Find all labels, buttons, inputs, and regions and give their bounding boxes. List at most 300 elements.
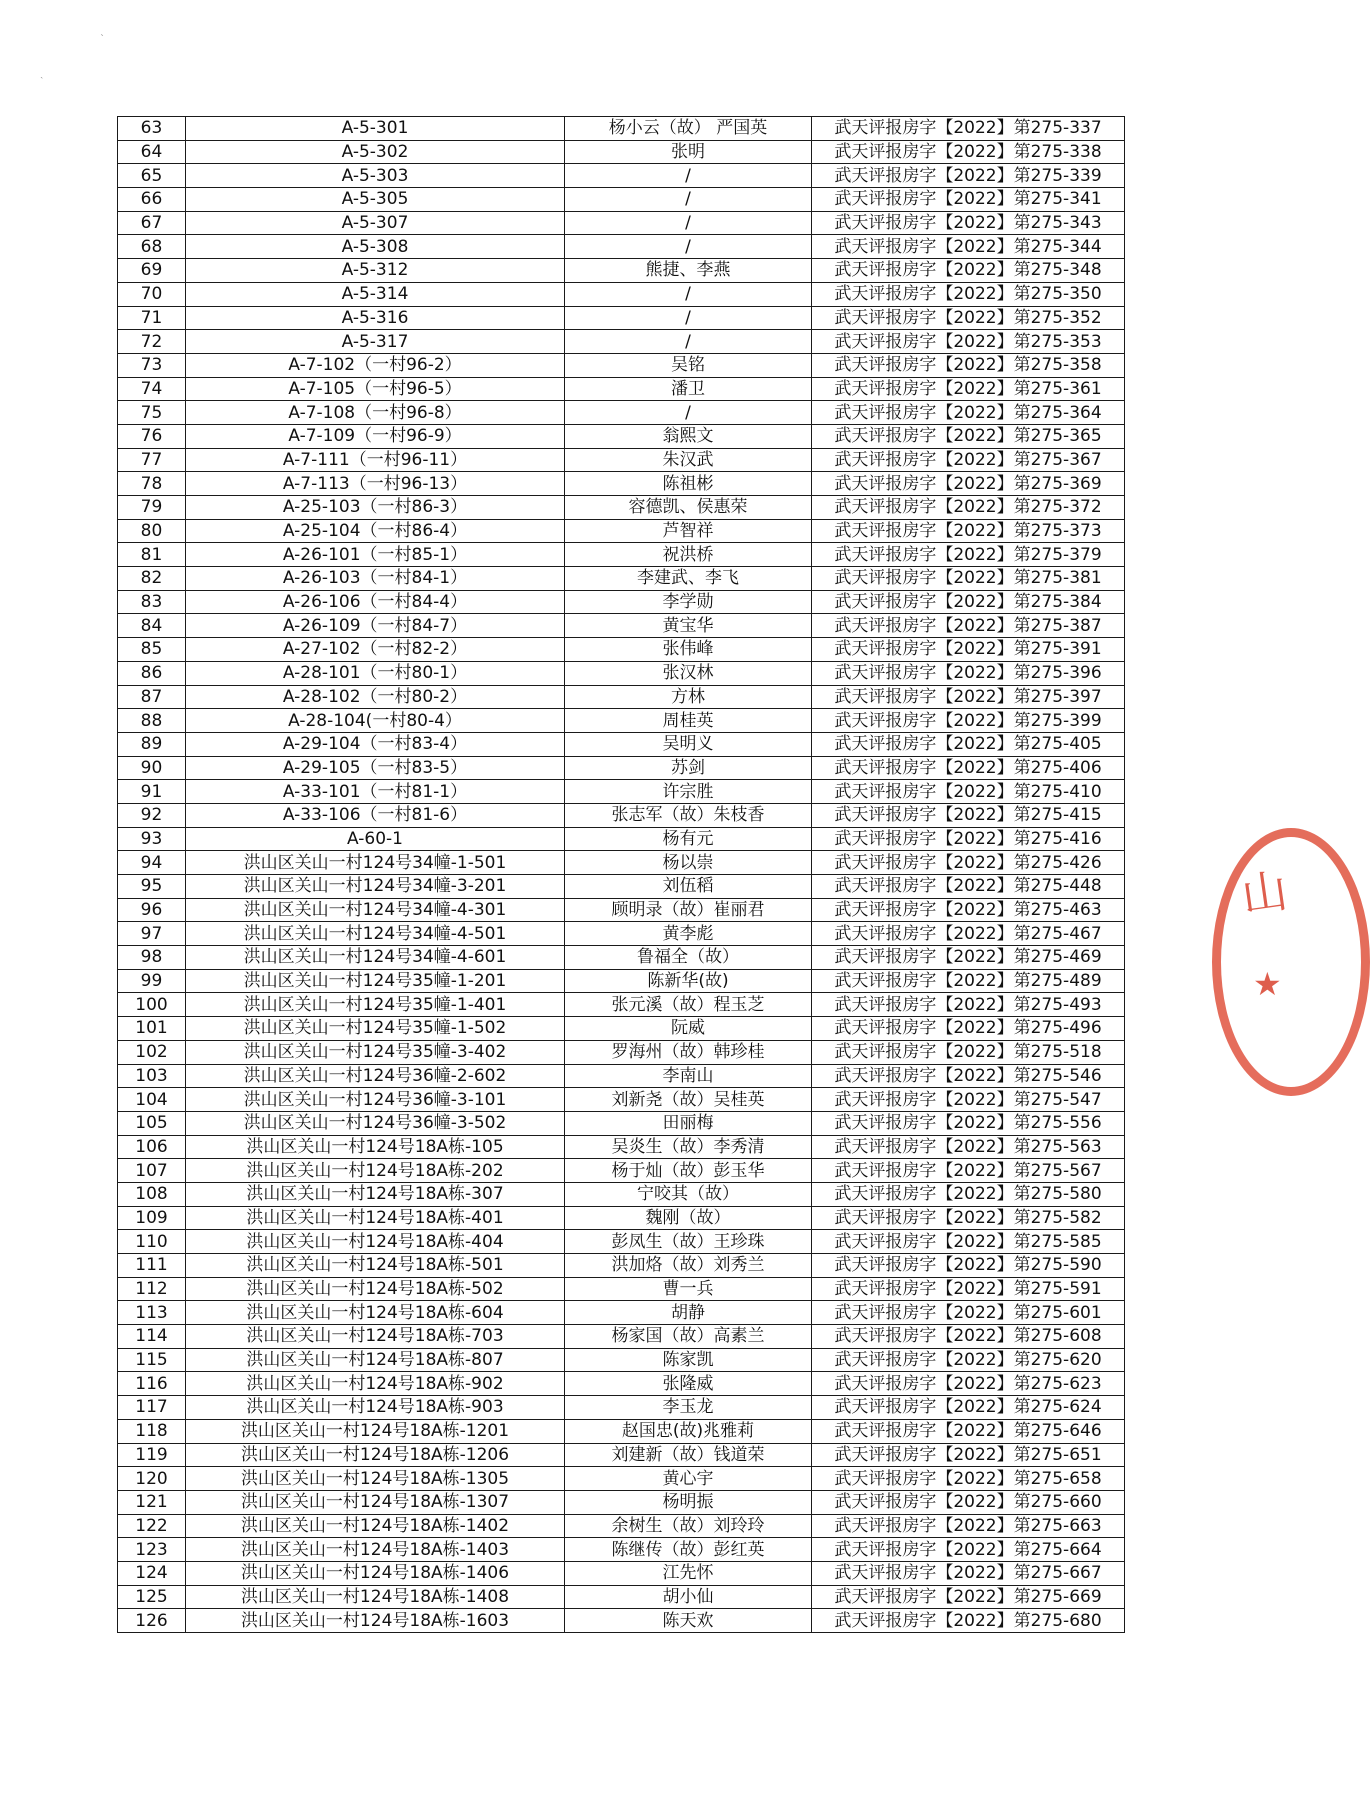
- property-address-cell: A-26-101（一村85-1）: [186, 543, 565, 567]
- report-number-cell: 武天评报房字【2022】第275-467: [812, 922, 1125, 946]
- valuation-record-table: [117, 116, 1125, 1633]
- report-number-cell: 武天评报房字【2022】第275-339: [812, 164, 1125, 188]
- owner-name-cell: 顾明录（故）崔丽君: [565, 898, 812, 922]
- table-row: [118, 1325, 1125, 1349]
- row-number-cell: 91: [118, 780, 186, 804]
- report-number-cell: 武天评报房字【2022】第275-372: [812, 496, 1125, 520]
- table-row: [118, 685, 1125, 709]
- property-address-cell: A-29-104（一村83-4）: [186, 732, 565, 756]
- row-number-cell: 84: [118, 614, 186, 638]
- table-row: [118, 1277, 1125, 1301]
- report-number-cell: 武天评报房字【2022】第275-590: [812, 1254, 1125, 1278]
- row-number-cell: 79: [118, 496, 186, 520]
- table-row: [118, 1254, 1125, 1278]
- report-number-cell: 武天评报房字【2022】第275-667: [812, 1561, 1125, 1585]
- table-row: [118, 1159, 1125, 1183]
- owner-name-cell: 张志军（故）朱枝香: [565, 803, 812, 827]
- report-number-cell: 武天评报房字【2022】第275-448: [812, 875, 1125, 899]
- owner-name-cell: 祝洪桥: [565, 543, 812, 567]
- table-row: [118, 1111, 1125, 1135]
- row-number-cell: 100: [118, 993, 186, 1017]
- official-seal-stamp: [1212, 828, 1370, 1096]
- property-address-cell: A-7-113（一村96-13）: [186, 472, 565, 496]
- table-row: [118, 1561, 1125, 1585]
- report-number-cell: 武天评报房字【2022】第275-680: [812, 1609, 1125, 1633]
- row-number-cell: 88: [118, 709, 186, 733]
- report-number-cell: 武天评报房字【2022】第275-405: [812, 732, 1125, 756]
- row-number-cell: 116: [118, 1372, 186, 1396]
- report-number-cell: 武天评报房字【2022】第275-369: [812, 472, 1125, 496]
- owner-name-cell: 黄宝华: [565, 614, 812, 638]
- table-row: [118, 377, 1125, 401]
- owner-name-cell: /: [565, 401, 812, 425]
- report-number-cell: 武天评报房字【2022】第275-415: [812, 803, 1125, 827]
- row-number-cell: 113: [118, 1301, 186, 1325]
- row-number-cell: 104: [118, 1088, 186, 1112]
- property-address-cell: 洪山区关山一村124号34幢-4-301: [186, 898, 565, 922]
- owner-name-cell: 吴铭: [565, 353, 812, 377]
- owner-name-cell: 陈家凯: [565, 1348, 812, 1372]
- row-number-cell: 72: [118, 330, 186, 354]
- table-row: [118, 1372, 1125, 1396]
- table-row: [118, 969, 1125, 993]
- report-number-cell: 武天评报房字【2022】第275-373: [812, 519, 1125, 543]
- property-address-cell: 洪山区关山一村124号18A栋-1403: [186, 1538, 565, 1562]
- report-number-cell: 武天评报房字【2022】第275-496: [812, 1017, 1125, 1041]
- property-address-cell: 洪山区关山一村124号18A栋-1603: [186, 1609, 565, 1633]
- property-address-cell: 洪山区关山一村124号18A栋-202: [186, 1159, 565, 1183]
- owner-name-cell: 曹一兵: [565, 1277, 812, 1301]
- owner-name-cell: 刘建新（故）钱道荣: [565, 1443, 812, 1467]
- property-address-cell: A-5-312: [186, 259, 565, 283]
- owner-name-cell: 李南山: [565, 1064, 812, 1088]
- table-row: [118, 235, 1125, 259]
- row-number-cell: 126: [118, 1609, 186, 1633]
- row-number-cell: 77: [118, 448, 186, 472]
- property-address-cell: A-28-102（一村80-2）: [186, 685, 565, 709]
- owner-name-cell: 陈继传（故）彭红英: [565, 1538, 812, 1562]
- owner-name-cell: 阮威: [565, 1017, 812, 1041]
- report-number-cell: 武天评报房字【2022】第275-669: [812, 1585, 1125, 1609]
- property-address-cell: A-26-106（一村84-4）: [186, 590, 565, 614]
- owner-name-cell: 李建武、李飞: [565, 567, 812, 591]
- table-row: [118, 1348, 1125, 1372]
- report-number-cell: 武天评报房字【2022】第275-624: [812, 1396, 1125, 1420]
- table-row: [118, 1538, 1125, 1562]
- row-number-cell: 102: [118, 1040, 186, 1064]
- property-address-cell: A-5-317: [186, 330, 565, 354]
- report-number-cell: 武天评报房字【2022】第275-582: [812, 1206, 1125, 1230]
- table-row: [118, 282, 1125, 306]
- row-number-cell: 78: [118, 472, 186, 496]
- report-number-cell: 武天评报房字【2022】第275-338: [812, 140, 1125, 164]
- row-number-cell: 124: [118, 1561, 186, 1585]
- table-row: [118, 1490, 1125, 1514]
- row-number-cell: 66: [118, 188, 186, 212]
- owner-name-cell: 杨小云（故） 严国英: [565, 117, 812, 141]
- property-address-cell: 洪山区关山一村124号35幢-1-201: [186, 969, 565, 993]
- row-number-cell: 63: [118, 117, 186, 141]
- row-number-cell: 67: [118, 211, 186, 235]
- row-number-cell: 114: [118, 1325, 186, 1349]
- row-number-cell: 73: [118, 353, 186, 377]
- table-row: [118, 1230, 1125, 1254]
- property-address-cell: A-25-104（一村86-4）: [186, 519, 565, 543]
- table-row: [118, 117, 1125, 141]
- owner-name-cell: 杨家国（故）高素兰: [565, 1325, 812, 1349]
- owner-name-cell: 容德凯、侯惠荣: [565, 496, 812, 520]
- table-row: [118, 827, 1125, 851]
- table-row: [118, 993, 1125, 1017]
- report-number-cell: 武天评报房字【2022】第275-620: [812, 1348, 1125, 1372]
- row-number-cell: 70: [118, 282, 186, 306]
- property-address-cell: 洪山区关山一村124号18A栋-703: [186, 1325, 565, 1349]
- table-row: [118, 732, 1125, 756]
- table-row: [118, 401, 1125, 425]
- row-number-cell: 90: [118, 756, 186, 780]
- row-number-cell: 101: [118, 1017, 186, 1041]
- property-address-cell: 洪山区关山一村124号18A栋-307: [186, 1182, 565, 1206]
- row-number-cell: 108: [118, 1182, 186, 1206]
- property-address-cell: A-7-102（一村96-2）: [186, 353, 565, 377]
- table-row: [118, 448, 1125, 472]
- owner-name-cell: /: [565, 235, 812, 259]
- table-row: [118, 1040, 1125, 1064]
- row-number-cell: 107: [118, 1159, 186, 1183]
- table-row: [118, 1419, 1125, 1443]
- property-address-cell: A-7-109（一村96-9）: [186, 424, 565, 448]
- table-row: [118, 1396, 1125, 1420]
- property-address-cell: 洪山区关山一村124号35幢-1-502: [186, 1017, 565, 1041]
- property-address-cell: 洪山区关山一村124号18A栋-903: [186, 1396, 565, 1420]
- owner-name-cell: 黄心宇: [565, 1467, 812, 1491]
- seal-character: 山: [1237, 863, 1291, 923]
- row-number-cell: 111: [118, 1254, 186, 1278]
- report-number-cell: 武天评报房字【2022】第275-518: [812, 1040, 1125, 1064]
- report-number-cell: 武天评报房字【2022】第275-397: [812, 685, 1125, 709]
- owner-name-cell: 吴炎生（故）李秀清: [565, 1135, 812, 1159]
- report-number-cell: 武天评报房字【2022】第275-406: [812, 756, 1125, 780]
- report-number-cell: 武天评报房字【2022】第275-563: [812, 1135, 1125, 1159]
- table-row: [118, 353, 1125, 377]
- property-address-cell: 洪山区关山一村124号18A栋-1201: [186, 1419, 565, 1443]
- report-number-cell: 武天评报房字【2022】第275-361: [812, 377, 1125, 401]
- report-number-cell: 武天评报房字【2022】第275-463: [812, 898, 1125, 922]
- row-number-cell: 82: [118, 567, 186, 591]
- table-row: [118, 709, 1125, 733]
- report-number-cell: 武天评报房字【2022】第275-341: [812, 188, 1125, 212]
- table-row: [118, 875, 1125, 899]
- owner-name-cell: 潘卫: [565, 377, 812, 401]
- table-row: [118, 543, 1125, 567]
- owner-name-cell: /: [565, 164, 812, 188]
- row-number-cell: 75: [118, 401, 186, 425]
- owner-name-cell: 杨有元: [565, 827, 812, 851]
- report-number-cell: 武天评报房字【2022】第275-591: [812, 1277, 1125, 1301]
- owner-name-cell: 张汉林: [565, 661, 812, 685]
- property-address-cell: 洪山区关山一村124号18A栋-1406: [186, 1561, 565, 1585]
- property-address-cell: A-5-305: [186, 188, 565, 212]
- report-number-cell: 武天评报房字【2022】第275-623: [812, 1372, 1125, 1396]
- property-address-cell: 洪山区关山一村124号34幢-3-201: [186, 875, 565, 899]
- report-number-cell: 武天评报房字【2022】第275-601: [812, 1301, 1125, 1325]
- table-row: [118, 590, 1125, 614]
- row-number-cell: 86: [118, 661, 186, 685]
- report-number-cell: 武天评报房字【2022】第275-367: [812, 448, 1125, 472]
- property-address-cell: 洪山区关山一村124号18A栋-604: [186, 1301, 565, 1325]
- property-address-cell: 洪山区关山一村124号35幢-3-402: [186, 1040, 565, 1064]
- table-body: [118, 117, 1125, 1633]
- report-number-cell: 武天评报房字【2022】第275-469: [812, 946, 1125, 970]
- owner-name-cell: 杨于灿（故）彭玉华: [565, 1159, 812, 1183]
- owner-name-cell: 赵国忠(故)兆雅莉: [565, 1419, 812, 1443]
- table-row: [118, 614, 1125, 638]
- row-number-cell: 98: [118, 946, 186, 970]
- owner-name-cell: 熊捷、李燕: [565, 259, 812, 283]
- property-address-cell: 洪山区关山一村124号18A栋-105: [186, 1135, 565, 1159]
- report-number-cell: 武天评报房字【2022】第275-352: [812, 306, 1125, 330]
- property-address-cell: 洪山区关山一村124号18A栋-501: [186, 1254, 565, 1278]
- owner-name-cell: 周桂英: [565, 709, 812, 733]
- report-number-cell: 武天评报房字【2022】第275-358: [812, 353, 1125, 377]
- owner-name-cell: 刘新尧（故）吴桂英: [565, 1088, 812, 1112]
- owner-name-cell: 江先怀: [565, 1561, 812, 1585]
- owner-name-cell: 李玉龙: [565, 1396, 812, 1420]
- row-number-cell: 117: [118, 1396, 186, 1420]
- report-number-cell: 武天评报房字【2022】第275-580: [812, 1182, 1125, 1206]
- owner-name-cell: 方林: [565, 685, 812, 709]
- row-number-cell: 119: [118, 1443, 186, 1467]
- table-row: [118, 780, 1125, 804]
- property-address-cell: A-28-104(一村80-4）: [186, 709, 565, 733]
- row-number-cell: 115: [118, 1348, 186, 1372]
- owner-name-cell: 彭凤生（故）王珍珠: [565, 1230, 812, 1254]
- table-row: [118, 306, 1125, 330]
- property-address-cell: A-26-109（一村84-7）: [186, 614, 565, 638]
- row-number-cell: 81: [118, 543, 186, 567]
- property-address-cell: A-29-105（一村83-5）: [186, 756, 565, 780]
- property-address-cell: 洪山区关山一村124号18A栋-404: [186, 1230, 565, 1254]
- property-address-cell: 洪山区关山一村124号34幢-4-601: [186, 946, 565, 970]
- row-number-cell: 125: [118, 1585, 186, 1609]
- row-number-cell: 76: [118, 424, 186, 448]
- property-address-cell: A-27-102（一村82-2）: [186, 638, 565, 662]
- owner-name-cell: 陈天欢: [565, 1609, 812, 1633]
- property-address-cell: 洪山区关山一村124号18A栋-1307: [186, 1490, 565, 1514]
- owner-name-cell: 胡静: [565, 1301, 812, 1325]
- row-number-cell: 118: [118, 1419, 186, 1443]
- property-address-cell: A-7-105（一村96-5）: [186, 377, 565, 401]
- property-address-cell: 洪山区关山一村124号18A栋-1305: [186, 1467, 565, 1491]
- report-number-cell: 武天评报房字【2022】第275-364: [812, 401, 1125, 425]
- row-number-cell: 94: [118, 851, 186, 875]
- owner-name-cell: 李学勋: [565, 590, 812, 614]
- table-row: [118, 898, 1125, 922]
- table-row: [118, 1064, 1125, 1088]
- report-number-cell: 武天评报房字【2022】第275-337: [812, 117, 1125, 141]
- report-number-cell: 武天评报房字【2022】第275-387: [812, 614, 1125, 638]
- report-number-cell: 武天评报房字【2022】第275-660: [812, 1490, 1125, 1514]
- table-row: [118, 1182, 1125, 1206]
- row-number-cell: 112: [118, 1277, 186, 1301]
- owner-name-cell: 张明: [565, 140, 812, 164]
- report-number-cell: 武天评报房字【2022】第275-658: [812, 1467, 1125, 1491]
- owner-name-cell: 洪加烙（故）刘秀兰: [565, 1254, 812, 1278]
- report-number-cell: 武天评报房字【2022】第275-416: [812, 827, 1125, 851]
- row-number-cell: 83: [118, 590, 186, 614]
- report-number-cell: 武天评报房字【2022】第275-663: [812, 1514, 1125, 1538]
- table-row: [118, 946, 1125, 970]
- property-address-cell: 洪山区关山一村124号18A栋-1402: [186, 1514, 565, 1538]
- property-address-cell: 洪山区关山一村124号36幢-3-502: [186, 1111, 565, 1135]
- report-number-cell: 武天评报房字【2022】第275-396: [812, 661, 1125, 685]
- report-number-cell: 武天评报房字【2022】第275-353: [812, 330, 1125, 354]
- property-address-cell: 洪山区关山一村124号18A栋-502: [186, 1277, 565, 1301]
- report-number-cell: 武天评报房字【2022】第275-381: [812, 567, 1125, 591]
- table-row: [118, 803, 1125, 827]
- owner-name-cell: 芦智祥: [565, 519, 812, 543]
- property-address-cell: A-33-106（一村81-6）: [186, 803, 565, 827]
- report-number-cell: 武天评报房字【2022】第275-399: [812, 709, 1125, 733]
- report-number-cell: 武天评报房字【2022】第275-664: [812, 1538, 1125, 1562]
- table-row: [118, 1443, 1125, 1467]
- report-number-cell: 武天评报房字【2022】第275-343: [812, 211, 1125, 235]
- property-address-cell: 洪山区关山一村124号18A栋-902: [186, 1372, 565, 1396]
- report-number-cell: 武天评报房字【2022】第275-348: [812, 259, 1125, 283]
- report-number-cell: 武天评报房字【2022】第275-646: [812, 1419, 1125, 1443]
- table-row: [118, 851, 1125, 875]
- row-number-cell: 120: [118, 1467, 186, 1491]
- report-number-cell: 武天评报房字【2022】第275-651: [812, 1443, 1125, 1467]
- property-address-cell: 洪山区关山一村124号18A栋-1206: [186, 1443, 565, 1467]
- row-number-cell: 96: [118, 898, 186, 922]
- property-address-cell: A-60-1: [186, 827, 565, 851]
- owner-name-cell: 陈新华(故): [565, 969, 812, 993]
- row-number-cell: 87: [118, 685, 186, 709]
- property-address-cell: 洪山区关山一村124号36幢-2-602: [186, 1064, 565, 1088]
- property-address-cell: A-5-314: [186, 282, 565, 306]
- owner-name-cell: 胡小仙: [565, 1585, 812, 1609]
- owner-name-cell: 魏刚（故）: [565, 1206, 812, 1230]
- property-address-cell: A-5-316: [186, 306, 565, 330]
- row-number-cell: 80: [118, 519, 186, 543]
- property-address-cell: A-25-103（一村86-3）: [186, 496, 565, 520]
- table-row: [118, 638, 1125, 662]
- owner-name-cell: 吴明义: [565, 732, 812, 756]
- table-row: [118, 922, 1125, 946]
- row-number-cell: 64: [118, 140, 186, 164]
- seal-star-icon: ★: [1253, 965, 1282, 1003]
- row-number-cell: 74: [118, 377, 186, 401]
- property-address-cell: 洪山区关山一村124号18A栋-807: [186, 1348, 565, 1372]
- property-address-cell: A-5-301: [186, 117, 565, 141]
- table-row: [118, 424, 1125, 448]
- report-number-cell: 武天评报房字【2022】第275-344: [812, 235, 1125, 259]
- report-number-cell: 武天评报房字【2022】第275-585: [812, 1230, 1125, 1254]
- owner-name-cell: 翁熙文: [565, 424, 812, 448]
- table-row: [118, 259, 1125, 283]
- property-address-cell: A-26-103（一村84-1）: [186, 567, 565, 591]
- table-row: [118, 1467, 1125, 1491]
- owner-name-cell: 苏剑: [565, 756, 812, 780]
- row-number-cell: 65: [118, 164, 186, 188]
- owner-name-cell: 鲁福全（故）: [565, 946, 812, 970]
- table-row: [118, 661, 1125, 685]
- row-number-cell: 68: [118, 235, 186, 259]
- table-row: [118, 1017, 1125, 1041]
- table-row: [118, 1088, 1125, 1112]
- row-number-cell: 105: [118, 1111, 186, 1135]
- owner-name-cell: 黄李彪: [565, 922, 812, 946]
- owner-name-cell: /: [565, 211, 812, 235]
- row-number-cell: 92: [118, 803, 186, 827]
- owner-name-cell: /: [565, 282, 812, 306]
- owner-name-cell: 余树生（故）刘玲玲: [565, 1514, 812, 1538]
- row-number-cell: 99: [118, 969, 186, 993]
- property-address-cell: 洪山区关山一村124号18A栋-1408: [186, 1585, 565, 1609]
- property-address-cell: 洪山区关山一村124号34幢-4-501: [186, 922, 565, 946]
- property-address-cell: A-33-101（一村81-1）: [186, 780, 565, 804]
- row-number-cell: 93: [118, 827, 186, 851]
- table-row: [118, 211, 1125, 235]
- report-number-cell: 武天评报房字【2022】第275-546: [812, 1064, 1125, 1088]
- report-number-cell: 武天评报房字【2022】第275-489: [812, 969, 1125, 993]
- table-row: [118, 756, 1125, 780]
- row-number-cell: 123: [118, 1538, 186, 1562]
- scan-speck: ˋ: [100, 34, 105, 45]
- row-number-cell: 109: [118, 1206, 186, 1230]
- property-address-cell: A-5-303: [186, 164, 565, 188]
- table-row: [118, 472, 1125, 496]
- row-number-cell: 110: [118, 1230, 186, 1254]
- report-number-cell: 武天评报房字【2022】第275-556: [812, 1111, 1125, 1135]
- table-row: [118, 567, 1125, 591]
- row-number-cell: 85: [118, 638, 186, 662]
- table-row: [118, 1609, 1125, 1633]
- report-number-cell: 武天评报房字【2022】第275-608: [812, 1325, 1125, 1349]
- report-number-cell: 武天评报房字【2022】第275-567: [812, 1159, 1125, 1183]
- property-address-cell: A-7-111（一村96-11）: [186, 448, 565, 472]
- row-number-cell: 121: [118, 1490, 186, 1514]
- report-number-cell: 武天评报房字【2022】第275-379: [812, 543, 1125, 567]
- owner-name-cell: 陈祖彬: [565, 472, 812, 496]
- owner-name-cell: 田丽梅: [565, 1111, 812, 1135]
- property-address-cell: A-7-108（一村96-8）: [186, 401, 565, 425]
- row-number-cell: 122: [118, 1514, 186, 1538]
- table-row: [118, 164, 1125, 188]
- report-number-cell: 武天评报房字【2022】第275-384: [812, 590, 1125, 614]
- owner-name-cell: 朱汉武: [565, 448, 812, 472]
- table-row: [118, 188, 1125, 212]
- owner-name-cell: 刘伍稻: [565, 875, 812, 899]
- table-row: [118, 1514, 1125, 1538]
- report-number-cell: 武天评报房字【2022】第275-426: [812, 851, 1125, 875]
- property-address-cell: A-28-101（一村80-1）: [186, 661, 565, 685]
- row-number-cell: 95: [118, 875, 186, 899]
- property-address-cell: A-5-308: [186, 235, 565, 259]
- table-row: [118, 519, 1125, 543]
- property-address-cell: 洪山区关山一村124号35幢-1-401: [186, 993, 565, 1017]
- table-row: [118, 1206, 1125, 1230]
- row-number-cell: 71: [118, 306, 186, 330]
- owner-name-cell: 杨明振: [565, 1490, 812, 1514]
- owner-name-cell: 宁咬其（故）: [565, 1182, 812, 1206]
- owner-name-cell: 罗海州（故）韩珍桂: [565, 1040, 812, 1064]
- report-number-cell: 武天评报房字【2022】第275-547: [812, 1088, 1125, 1112]
- row-number-cell: 97: [118, 922, 186, 946]
- report-number-cell: 武天评报房字【2022】第275-350: [812, 282, 1125, 306]
- report-number-cell: 武天评报房字【2022】第275-391: [812, 638, 1125, 662]
